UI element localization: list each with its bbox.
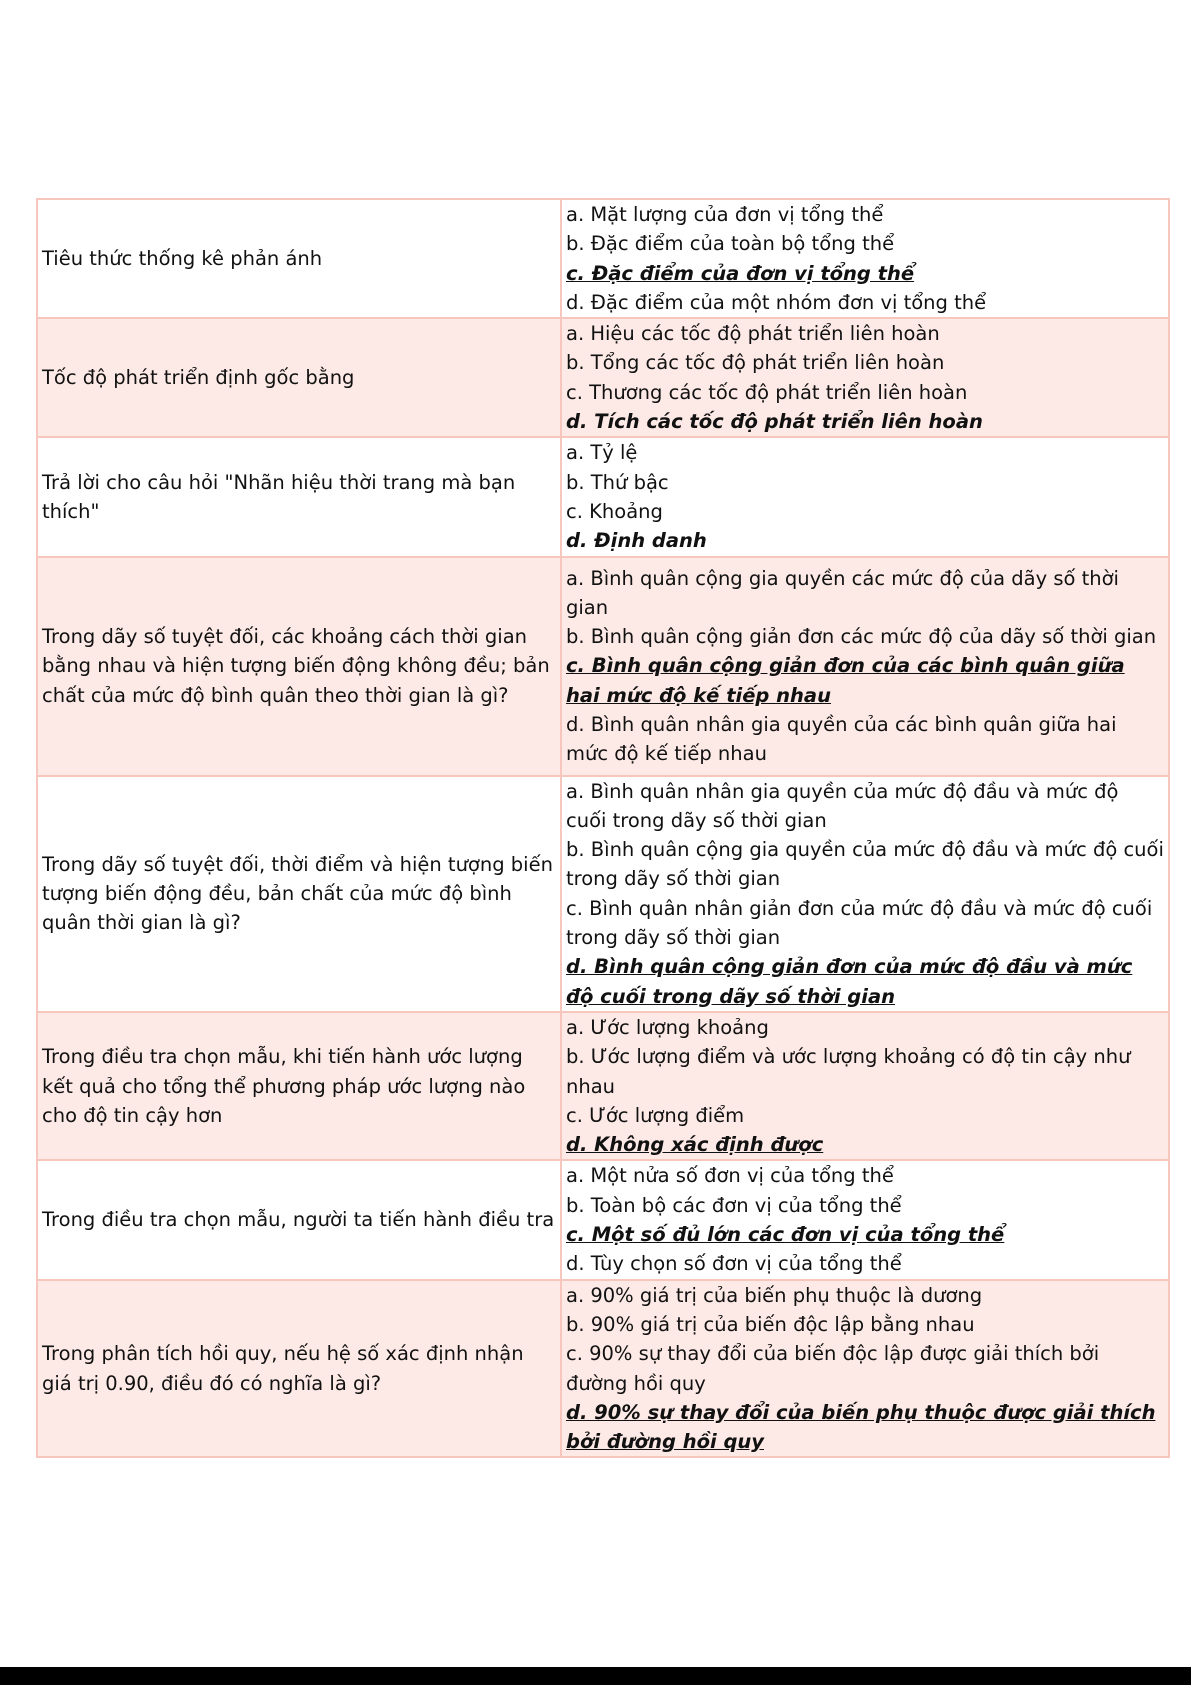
correct-answer-option: c. Bình quân cộng giản đơn của các bình quân giữa hai mức độ kế tiếp nhau	[566, 654, 1125, 707]
question-cell: Trong dãy số tuyệt đối, các khoảng cách thời gian bằng nhau và hiện tượng biến động không đều; bản chất của mức độ bình quân theo thời gian là gì?	[37, 557, 561, 776]
table-row	[37, 776, 1169, 1012]
answer-option: b. Thứ bậc	[566, 470, 669, 494]
answer-option: b. Toàn bộ các đơn vị của tổng thể	[566, 1193, 902, 1217]
correct-answer-option: c. Đặc điểm của đơn vị tổng thể	[566, 261, 915, 285]
correct-answer-option: d. Định danh	[566, 529, 707, 553]
table-row	[37, 1280, 1169, 1458]
answer-option: c. Thương các tốc độ phát triển liên hoàn	[566, 380, 968, 404]
question-cell: Tốc độ phát triển định gốc bằng	[37, 318, 561, 437]
answer-option: a. Một nửa số đơn vị của tổng thể	[566, 1164, 894, 1188]
question-cell: Trong điều tra chọn mẫu, người ta tiến hành điều tra	[37, 1160, 561, 1279]
answer-option: a. Mặt lượng của đơn vị tổng thể	[566, 203, 884, 226]
question-cell: Trong dãy số tuyệt đối, thời điểm và hiện tượng biến tượng biến động đều, bản chất của mức độ bình quân thời gian là gì?	[37, 776, 561, 1012]
answer-cell	[561, 1280, 1169, 1458]
answer-option: a. Tỷ lệ	[566, 441, 638, 465]
answer-cell	[561, 1160, 1169, 1279]
answer-option: d. Đặc điểm của một nhóm đơn vị tổng thể	[566, 290, 987, 314]
answer-option: a. Bình quân cộng gia quyền các mức độ của dãy số thời gian	[566, 566, 1119, 619]
answer-cell	[561, 437, 1169, 556]
answer-option: a. Hiệu các tốc độ phát triển liên hoàn	[566, 322, 940, 346]
correct-answer-option: c. Một số đủ lớn các đơn vị của tổng thể	[566, 1223, 1005, 1247]
table-row	[37, 199, 1169, 318]
answer-option: b. Ước lượng điểm và ước lượng khoảng có độ tin cậy như nhau	[566, 1045, 1131, 1098]
correct-answer-option: d. Bình quân cộng giản đơn của mức độ đầu và mức độ cuối trong dãy số thời gian	[566, 955, 1133, 1008]
answer-option: a. 90% giá trị của biến phụ thuộc là dương	[566, 1283, 983, 1307]
answer-option: b. Tổng các tốc độ phát triển liên hoàn	[566, 351, 945, 375]
answer-option: d. Tùy chọn số đơn vị của tổng thể	[566, 1252, 902, 1276]
correct-answer-option: d. 90% sự thay đổi của biến phụ thuộc được giải thích bởi đường hồi quy	[566, 1400, 1156, 1454]
answer-cell	[561, 1012, 1169, 1160]
answer-cell	[561, 199, 1169, 318]
question-cell: Trả lời cho câu hỏi "Nhãn hiệu thời trang mà bạn thích"	[37, 437, 561, 556]
answer-option: b. Bình quân cộng gia quyền của mức độ đầu và mức độ cuối trong dãy số thời gian	[566, 838, 1164, 891]
answer-cell	[561, 776, 1169, 1012]
correct-answer-option: d. Không xác định được	[566, 1133, 824, 1157]
question-cell: Trong điều tra chọn mẫu, khi tiến hành ước lượng kết quả cho tổng thể phương pháp ước lượng nào cho độ tin cậy hơn	[37, 1012, 561, 1160]
question-cell: Tiêu thức thống kê phản ánh	[37, 199, 561, 318]
answer-option: c. Bình quân nhân giản đơn của mức độ đầu và mức độ cuối trong dãy số thời gian	[566, 896, 1153, 950]
answer-cell	[561, 557, 1169, 776]
qa-table	[36, 198, 1170, 1458]
answer-option: a. Ước lượng khoảng	[566, 1015, 769, 1039]
table-row	[37, 437, 1169, 556]
qa-table-body	[37, 199, 1169, 1457]
answer-cell	[561, 318, 1169, 437]
answer-option: b. Bình quân cộng giản đơn các mức độ của dãy số thời gian	[566, 625, 1157, 649]
answer-option: c. 90% sự thay đổi của biến độc lập được giải thích bởi đường hồi quy	[566, 1342, 1100, 1395]
correct-answer-option: d. Tích các tốc độ phát triển liên hoàn	[566, 410, 983, 434]
answer-option: d. Bình quân nhân gia quyền của các bình quân giữa hai mức độ kế tiếp nhau	[566, 713, 1117, 766]
answer-option: b. 90% giá trị của biến độc lập bằng nhau	[566, 1312, 975, 1336]
question-cell: Trong phân tích hồi quy, nếu hệ số xác định nhận giá trị 0.90, điều đó có nghĩa là gì?	[37, 1280, 561, 1458]
bottom-bar	[0, 1667, 1191, 1685]
table-row	[37, 1012, 1169, 1160]
table-row	[37, 318, 1169, 437]
table-row	[37, 1160, 1169, 1279]
answer-option: c. Khoảng	[566, 499, 663, 523]
answer-option: a. Bình quân nhân gia quyền của mức độ đầu và mức độ cuối trong dãy số thời gian	[566, 779, 1119, 832]
answer-option: c. Ước lượng điểm	[566, 1103, 745, 1127]
table-row	[37, 557, 1169, 776]
answer-option: b. Đặc điểm của toàn bộ tổng thể	[566, 232, 895, 256]
